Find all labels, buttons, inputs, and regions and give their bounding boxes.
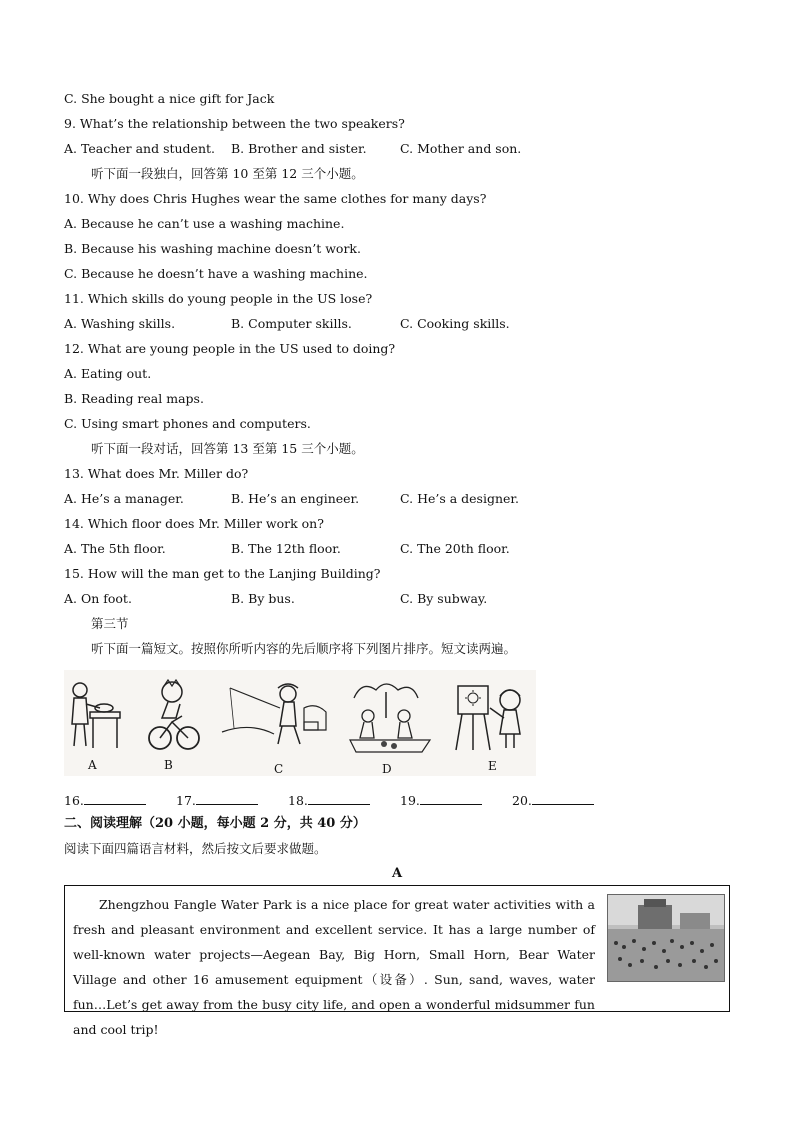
question-10-option-b: B. Because his washing machine doesn’t work. (64, 241, 361, 256)
option-c: C. The 20th floor. (400, 541, 510, 556)
question-10-option-a: A. Because he can’t use a washing machine. (64, 216, 345, 231)
water-park-photo (607, 894, 725, 982)
water-park-image (608, 895, 724, 981)
question-13: 13. What does Mr. Miller do? (64, 466, 249, 481)
picture-strip (64, 670, 536, 776)
option-b: B. The 12th floor. (231, 541, 341, 556)
question-12-option-b: B. Reading real maps. (64, 391, 204, 406)
section-instruction-13-15: 听下面一段对话，回答第 13 至第 15 三个小题。 (91, 441, 364, 456)
question-10-option-c: C. Because he doesn’t have a washing machine. (64, 266, 368, 281)
option-a: A. Washing skills. (64, 316, 176, 331)
option-b: B. Brother and sister. (231, 141, 367, 156)
option-b: B. By bus. (231, 591, 295, 606)
question-12-option-c: C. Using smart phones and computers. (64, 416, 311, 431)
question-10: 10. Why does Chris Hughes wear the same clothes for many days? (64, 191, 487, 206)
picture-label-b: B (164, 758, 173, 772)
part-2-heading: 二、阅读理解（20 小题，每小题 2 分，共 40 分） (64, 816, 366, 831)
option-a: A. Teacher and student. (64, 141, 216, 156)
question-15: 15. How will the man get to the Lanjing Building? (64, 566, 381, 581)
picture-label-a: A (88, 758, 97, 772)
question-13-options (64, 491, 744, 507)
picture-e-painting (452, 678, 532, 756)
option-a: A. On foot. (64, 591, 132, 606)
blank-19[interactable]: 19. (400, 792, 482, 808)
option-a: A. The 5th floor. (64, 541, 166, 556)
passage-box (64, 885, 730, 1037)
answer-blanks (64, 792, 604, 808)
part-2-instruction: 阅读下面四篇语言材料，然后按文后要求做题。 (64, 841, 327, 856)
option-c: C. Mother and son. (400, 141, 522, 156)
passage-text (73, 892, 595, 1042)
question-15-options (64, 591, 744, 607)
section-instruction-10-12: 听下面一段独白，回答第 10 至第 12 三个小题。 (91, 166, 364, 181)
question-9-options (64, 141, 744, 157)
question-8-option-c: C. She bought a nice gift for Jack (64, 91, 275, 106)
option-b: B. Computer skills. (231, 316, 352, 331)
question-14-options (64, 541, 744, 557)
question-11-options (64, 316, 744, 332)
section-3-title: 第三节 (91, 616, 129, 631)
picture-d-picnic (346, 678, 434, 756)
option-c: C. By subway. (400, 591, 488, 606)
question-14: 14. Which floor does Mr. Miller work on? (64, 516, 324, 531)
blank-17[interactable]: 17. (176, 792, 258, 808)
option-c: C. He’s a designer. (400, 491, 519, 506)
option-b: B. He’s an engineer. (231, 491, 360, 506)
passage-paragraph: Zhengzhou Fangle Water Park is a nice place for great water activities with a fresh and pleasant environment and excellent service. It has a large number of well-known water projects—Aegean Bay, Big Horn, Small Horn, Bear Water Village and other 16 amusement equipment（设备）. Sun, sand, waves, water fun…Let’s get away from the busy city life, and open a wonderful midsummer fun and cool trip! (73, 897, 595, 1037)
question-12-option-a: A. Eating out. (64, 366, 152, 381)
question-9: 9. What’s the relationship between the two speakers? (64, 116, 405, 131)
picture-b-cycling (146, 678, 202, 756)
question-11: 11. Which skills do young people in the US lose? (64, 291, 373, 306)
blank-20[interactable]: 20. (512, 792, 594, 808)
picture-label-c: C (274, 762, 284, 776)
option-c: C. Cooking skills. (400, 316, 510, 331)
question-12: 12. What are young people in the US used to doing? (64, 341, 396, 356)
section-3-instruction: 听下面一篇短文。按照你所听内容的先后顺序将下列图片排序。短文读两遍。 (91, 641, 517, 656)
passage-label: A (391, 866, 403, 881)
blank-16[interactable]: 16. (64, 792, 146, 808)
picture-label-d: D (382, 762, 392, 776)
picture-a-cooking (66, 678, 124, 756)
picture-c-fishing (220, 678, 330, 756)
option-a: A. He’s a manager. (64, 491, 184, 506)
picture-label-e: E (488, 759, 497, 773)
blank-18[interactable]: 18. (288, 792, 370, 808)
